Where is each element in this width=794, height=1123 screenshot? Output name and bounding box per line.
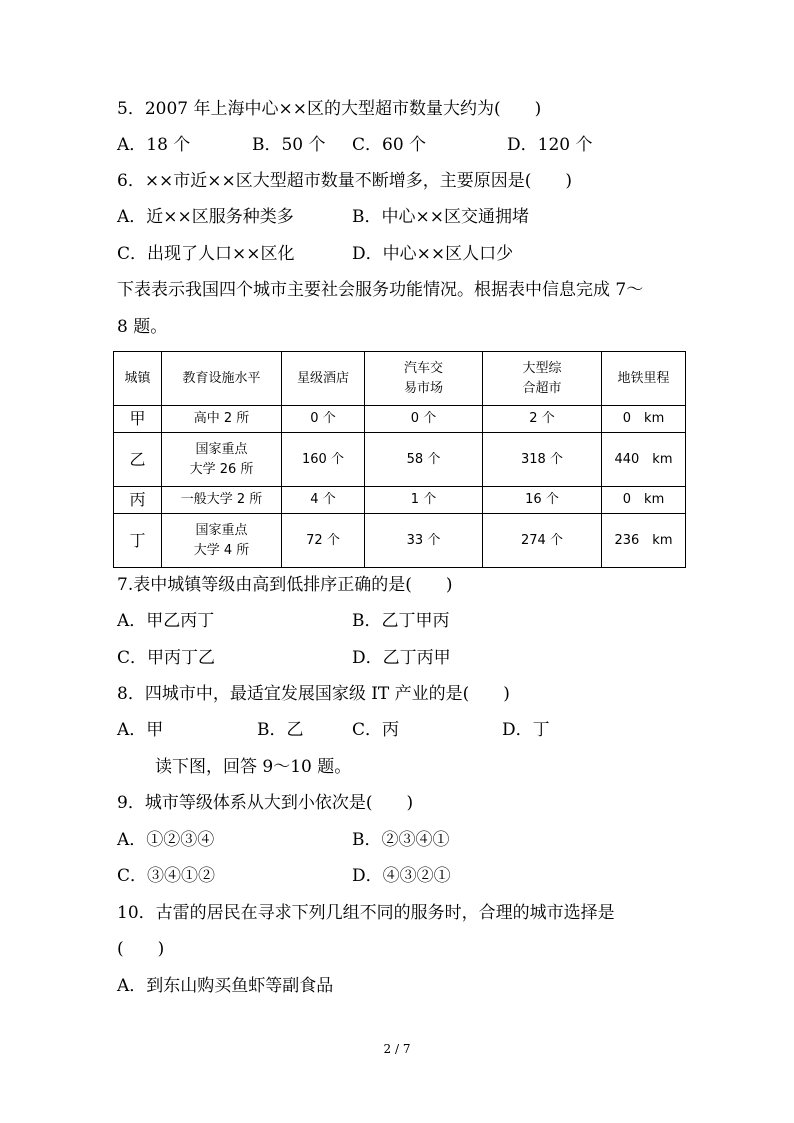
q7-option-d: D．乙丁丙甲	[352, 648, 451, 668]
q8-options	[117, 719, 677, 741]
q7-options-row1	[117, 610, 677, 632]
cell-city: 乙	[114, 433, 162, 487]
cell-supermarket: 2 个	[483, 406, 602, 433]
q9-option-a: A．①②③④	[117, 830, 215, 850]
table-header-row	[114, 352, 686, 406]
q8-option-c: C．丙	[352, 720, 400, 740]
q9-stem: 9．城市等级体系从大到小依次是( )	[117, 793, 414, 813]
q7-stem: 7.表中城镇等级由高到低排序正确的是( )	[117, 575, 453, 595]
cell-supermarket: 318 个	[483, 433, 602, 487]
cell-education: 一般大学 2 所	[162, 487, 282, 514]
q6-stem: 6．××市近××区大型超市数量不断增多，主要原因是( )	[117, 171, 573, 191]
q9-option-c: C．③④①②	[117, 866, 216, 886]
q9-options-row1	[117, 829, 677, 851]
cell-education: 国家重点 大学 4 所	[162, 514, 282, 568]
cell-car-market: 0 个	[365, 406, 483, 433]
cell-supermarket: 16 个	[483, 487, 602, 514]
cell-city: 甲	[114, 406, 162, 433]
cell-car-market: 33 个	[365, 514, 483, 568]
q9-option-d: D．④③②①	[352, 866, 451, 886]
q5-option-a: A．18 个	[117, 135, 191, 155]
q6-options-row1	[117, 206, 677, 228]
table-intro-line2: 8 题。	[117, 317, 168, 337]
cell-education: 高中 2 所	[162, 406, 282, 433]
q6-option-b: B．中心××区交通拥堵	[352, 207, 529, 227]
header-education: 教育设施水平	[162, 352, 282, 406]
page-number: 2 / 7	[383, 1042, 411, 1056]
cell-metro: 440 km	[602, 433, 686, 487]
q5-option-c: C．60 个	[352, 135, 427, 155]
q6-option-d: D．中心××区人口少	[352, 244, 514, 264]
cell-metro: 0 km	[602, 487, 686, 514]
header-supermarket: 大型综 合超市	[483, 352, 602, 406]
cell-city: 丁	[114, 514, 162, 568]
cell-hotel: 160 个	[282, 433, 365, 487]
q8-option-d: D．丁	[502, 720, 550, 740]
q7-option-c: C．甲丙丁乙	[117, 648, 216, 668]
header-hotel: 星级酒店	[282, 352, 365, 406]
cell-car-market: 58 个	[365, 433, 483, 487]
q10-option-a: A．到东山购买鱼虾等副食品	[117, 976, 334, 996]
q7-option-a: A．甲乙丙丁	[117, 611, 215, 631]
cell-metro: 236 km	[602, 514, 686, 568]
q9-options-row2	[117, 865, 677, 887]
q7-option-b: B．乙丁甲丙	[352, 611, 450, 631]
table-row	[114, 487, 686, 514]
header-metro: 地铁里程	[602, 352, 686, 406]
q10-stem-continuation: ( )	[117, 939, 165, 959]
table-row	[114, 514, 686, 568]
q5-option-b: B．50 个	[252, 135, 326, 155]
header-city: 城镇	[114, 352, 162, 406]
cell-supermarket: 274 个	[483, 514, 602, 568]
q7-options-row2	[117, 647, 677, 669]
q6-options-row2	[117, 243, 677, 265]
cell-education: 国家重点 大学 26 所	[162, 433, 282, 487]
q9-option-b: B．②③④①	[352, 830, 450, 850]
table-row	[114, 433, 686, 487]
q8-option-a: A．甲	[117, 720, 164, 740]
read-figure-instruction: 读下图，回答 9～10 题。	[155, 757, 352, 777]
q8-stem: 8．四城市中，最适宜发展国家级 IT 产业的是( )	[117, 684, 510, 704]
cell-hotel: 0 个	[282, 406, 365, 433]
q10-stem: 10．古雷的居民在寻求下列几组不同的服务时，合理的城市选择是	[117, 903, 615, 923]
q6-option-c: C．出现了人口××区化	[117, 244, 295, 264]
q5-option-d: D．120 个	[507, 135, 593, 155]
cell-car-market: 1 个	[365, 487, 483, 514]
table-row	[114, 406, 686, 433]
cell-city: 丙	[114, 487, 162, 514]
table-intro-line1: 下表表示我国四个城市主要社会服务功能情况。根据表中信息完成 7～	[117, 280, 644, 300]
city-services-table	[113, 351, 686, 568]
q5-options	[117, 134, 677, 156]
q6-option-a: A．近××区服务种类多	[117, 207, 294, 227]
cell-metro: 0 km	[602, 406, 686, 433]
cell-hotel: 4 个	[282, 487, 365, 514]
cell-hotel: 72 个	[282, 514, 365, 568]
q5-stem: 5．2007 年上海中心××区的大型超市数量大约为( )	[117, 99, 542, 119]
q8-option-b: B．乙	[257, 720, 304, 740]
header-car-market: 汽车交 易市场	[365, 352, 483, 406]
